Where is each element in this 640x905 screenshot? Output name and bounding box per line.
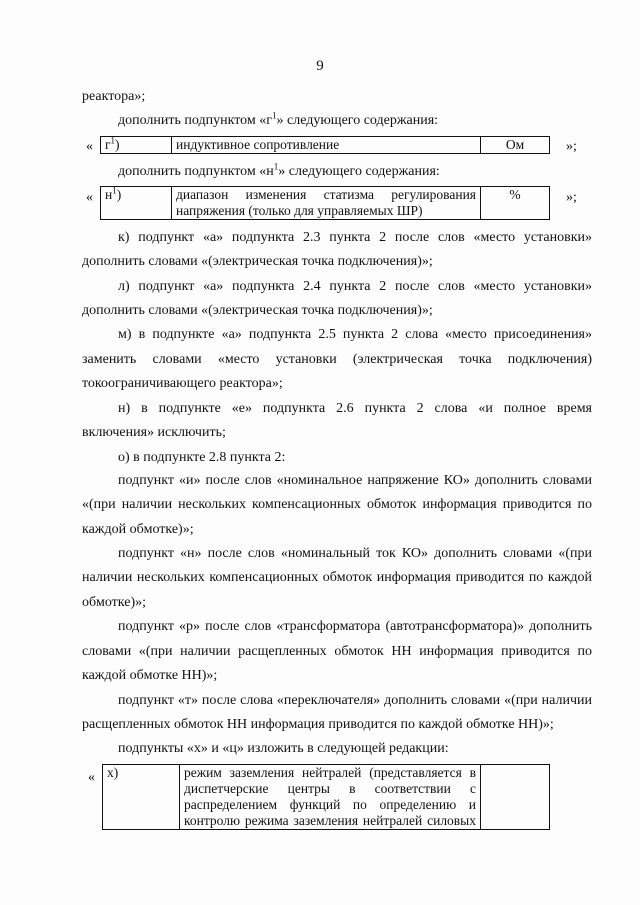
item-m-line1: м) в подпункте «а» подпункта 2.5 пункта 2 слова «место присоединения» [118, 327, 592, 342]
quote-close: »; [566, 139, 577, 154]
sub-i-line3: каждой обмотке)»; [82, 522, 194, 537]
cell-empty [481, 765, 550, 830]
paragraph-add-g1: дополнить подпунктом «$г^1$» следующего содержания: [118, 110, 439, 128]
cell-code: х) [103, 765, 180, 830]
item-l-line2: дополнить словами «(электрическая точка подключения)»; [82, 303, 433, 318]
item-k-line2: дополнить словами «(электрическая точка подключения)»; [82, 254, 433, 269]
sub-i-line2: «(при наличии нескольких компенсационных обмоток информация приводится по [82, 497, 592, 512]
table-n1 [100, 186, 550, 220]
sub-n-line3: обмотке)»; [82, 595, 146, 610]
quote-close: »; [566, 190, 577, 205]
cell-description: режим заземления нейтралей (представляется в диспетчерские центры в соответствии с распределением функций по определению и контролю режима заземления нейтралей силовых [180, 765, 481, 830]
sub-n-line2: наличии нескольких компенсационных обмоток информация приводится по каждой [82, 570, 592, 585]
item-n-line1: н) в подпункте «е» подпункта 2.6 пункта 2 слова «и полное время [118, 401, 592, 416]
item-k-line1: к) подпункт «а» подпункта 2.3 пункта 2 после слов «место установки» [118, 230, 592, 245]
cell-unit: Ом [481, 137, 550, 154]
cell-code: $н^1$) [101, 187, 172, 220]
page-number: 9 [316, 58, 324, 74]
sub-t-line2: расщепленных обмоток НН информация приводится по каждой обмотке НН)»; [82, 717, 554, 732]
quote-open: « [86, 139, 93, 154]
quote-open: « [86, 190, 93, 205]
cell-unit: % [481, 187, 550, 220]
cell-code: $г^1$) [101, 137, 172, 154]
item-m-line3: токоограничивающего реактора»; [82, 376, 283, 391]
cell-name: индуктивное сопротивление [172, 137, 481, 154]
item-l-line1: л) подпункт «а» подпункта 2.4 пункта 2 после слов «место установки» [118, 279, 592, 294]
sub-i-line1: подпункт «и» после слов «номинальное напряжение КО» дополнить словами [118, 473, 592, 488]
item-m-line2: заменить словами «место установки (электрическая точка подключения) [82, 352, 592, 367]
table-g1 [100, 136, 550, 154]
item-n-line2: включения» исключить; [82, 425, 226, 440]
cell-name: диапазон изменения статизма регулирования напряжения (только для управляемых ШР) [172, 187, 481, 220]
sub-r-line2: словами «(при наличии расщепленных обмоток НН информация приводится по [82, 644, 592, 659]
sub-r-line1: подпункт «р» после слов «трансформатора (автотрансформатора)» дополнить [118, 619, 592, 634]
table-x [102, 764, 550, 830]
quote-open: « [88, 770, 95, 785]
item-o-line1: о) в подпункте 2.8 пункта 2: [118, 450, 286, 465]
sub-t-line1: подпункт «т» после слова «переключателя» дополнить словами «(при наличии [118, 693, 592, 708]
paragraph-add-n1: дополнить подпунктом «$н^1$» следующего содержания: [118, 161, 440, 179]
sub-r-line3: каждой обмотке НН)»; [82, 668, 218, 683]
paragraph-reactor: реактора»; [82, 89, 146, 104]
sub-x-c-line: подпункты «х» и «ц» изложить в следующей редакции: [118, 741, 449, 756]
sub-n-line1: подпункт «н» после слов «номинальный ток КО» дополнить словами «(при [118, 546, 592, 561]
